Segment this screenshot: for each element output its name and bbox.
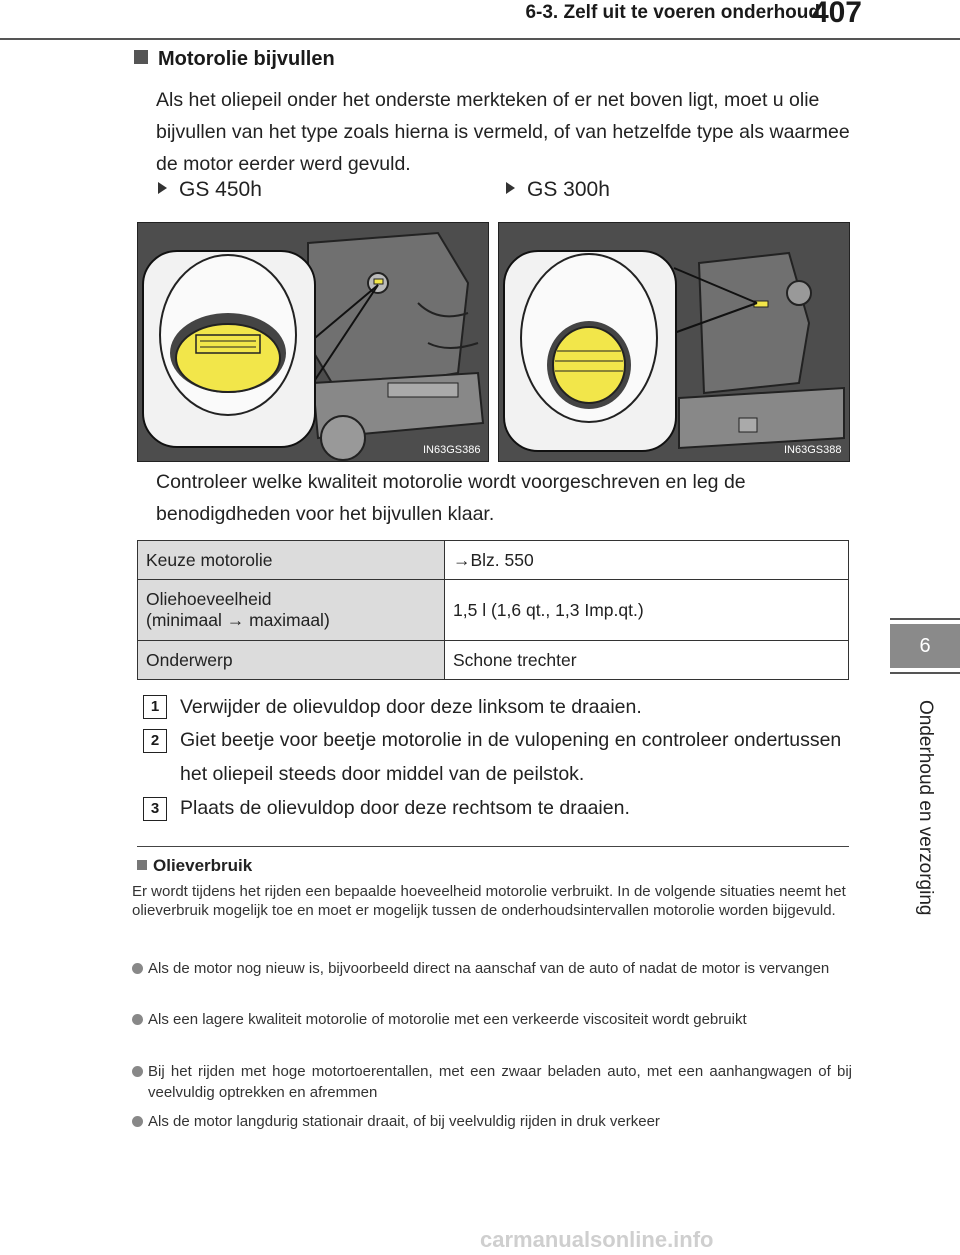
triangle-bullet-icon: [158, 182, 167, 194]
model-label-text: GS 300h: [527, 178, 610, 201]
table-key: Keuze motorolie: [138, 541, 445, 580]
list-item: [132, 1009, 852, 1030]
engine-illustration-gs450h: [137, 222, 489, 462]
side-tab-chapter-number: 6: [890, 624, 960, 668]
image-code-label: IN63GS388: [784, 444, 842, 456]
circle-bullet-icon: [132, 1116, 143, 1127]
square-bullet-icon: [137, 860, 147, 870]
side-tab-rule-bottom: [890, 672, 960, 674]
model-label-gs300h: [506, 178, 610, 202]
note-body: Er wordt tijdens het rijden een bepaalde hoeveelheid motorolie verbruikt. In de volgende situaties neemt het olieverbruik mogelijk toe en moet er mogelijk tussen de onderhoudsintervallen motorolie worden bijgevuld.: [132, 883, 846, 919]
triangle-bullet-icon: [506, 182, 515, 194]
circle-bullet-icon: [132, 963, 143, 974]
header-section-title: 6-3. Zelf uit te voeren onderhoud: [525, 2, 820, 23]
note-title-text: Olieverbruik: [153, 856, 253, 875]
spec-table: [137, 540, 849, 680]
watermark: carmanualsonline.info: [480, 1227, 714, 1252]
list-item-text: Als de motor langdurig stationair draait, of bij veelvuldig rijden in druk verkeer: [148, 1113, 660, 1130]
intro-paragraph: Als het oliepeil onder het onderste merkteken of er net boven ligt, moet u olie bijvullen van het type zoals hierna is vermeld, of van hetzelfde type als waarmee de motor eerder werd gevuld.: [156, 89, 850, 175]
table-row: [138, 580, 849, 641]
circle-bullet-icon: [132, 1014, 143, 1025]
side-tab-title-text: Onderhoud en verzorging: [915, 700, 936, 916]
step-text: Plaats de olievuldop door deze rechtsom te draaien.: [180, 797, 630, 819]
square-bullet-icon: [134, 50, 148, 64]
list-item-text: Als een lagere kwaliteit motorolie of motorolie met een verkeerde viscositeit wordt gebruikt: [148, 1011, 747, 1028]
model-label-text: GS 450h: [179, 178, 262, 201]
table-key: [138, 580, 445, 641]
section-title-text: Motorolie bijvullen: [158, 48, 335, 70]
table-value: →Blz. 550: [445, 541, 849, 580]
note-title: [137, 856, 252, 876]
circle-bullet-icon: [132, 1066, 143, 1077]
step-number: 2: [143, 729, 167, 753]
list-item: [132, 958, 852, 979]
section-divider: [137, 846, 849, 847]
side-tab-rule-top: [890, 618, 960, 620]
engine-illustration-gs300h: [498, 222, 850, 462]
list-item: [132, 1061, 852, 1103]
model-label-gs450h: [158, 178, 262, 202]
table-key-line2: (minimaal → maximaal): [146, 610, 330, 630]
table-value: 1,5 l (1,6 qt., 1,3 Imp.qt.): [445, 580, 849, 641]
step-text: Giet beetje voor beetje motorolie in de vulopening en controleer ondertussen het oliepeil steeds door middel van de peilstok.: [180, 729, 842, 785]
step-number: 1: [143, 695, 167, 719]
list-item-text: Als de motor nog nieuw is, bijvoorbeeld direct na aanschaf van de auto of nadat de motor is vervangen: [148, 960, 830, 977]
image-code-label: IN63GS386: [423, 444, 481, 456]
section-title: [134, 48, 335, 71]
header-divider: [0, 38, 960, 40]
page-number: 407: [811, 0, 862, 29]
side-tab-chapter-title: [890, 700, 960, 960]
step-text: Verwijder de olievuldop door deze linksom te draaien.: [180, 696, 642, 718]
list-item-text: Bij het rijden met hoge motortoerentallen, met een zwaar beladen auto, met een aanhangwagen of bij veelvuldig optrekken en afremmen: [148, 1063, 852, 1101]
table-row: [138, 641, 849, 680]
table-key: Onderwerp: [138, 641, 445, 680]
table-row: [138, 541, 849, 580]
step-number: 3: [143, 797, 167, 821]
check-paragraph: Controleer welke kwaliteit motorolie wordt voorgeschreven en leg de benodigdheden voor het bijvullen klaar.: [156, 471, 746, 525]
table-value: Schone trechter: [445, 641, 849, 680]
table-key-line1: Oliehoeveelheid: [146, 589, 272, 609]
list-item: [132, 1111, 852, 1132]
